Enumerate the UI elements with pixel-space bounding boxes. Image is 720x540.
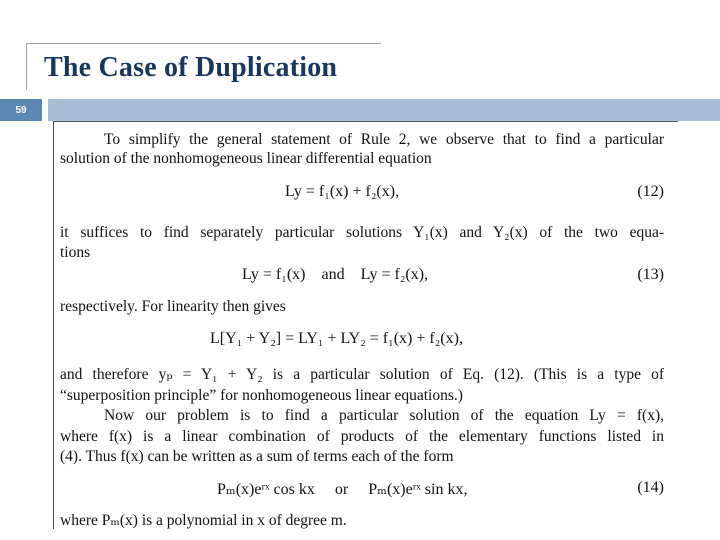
linearity-equation: L[Y₁ + Y₂] = LY₁ + LY₂ = f₁(x) + f₂(x), — [210, 330, 463, 347]
equation-13: Ly = f₁(x) and Ly = f₂(x), — [242, 266, 429, 283]
equation-13-number: (13) — [637, 266, 664, 283]
page-number: 59 — [15, 104, 27, 116]
paragraph-6-line-1: where Pₘ(x) is a polynomial in x of degree m. — [60, 512, 347, 529]
paragraph-3-line-1: respectively. For linearity then gives — [60, 298, 286, 315]
excerpt-top-border — [53, 121, 678, 122]
paragraph-1-line-2: solution of the nonhomogeneous linear differential equation — [60, 150, 432, 167]
paragraph-4-line-2: “superposition principle” for nonhomogeneous linear equations.) — [60, 387, 463, 404]
paragraph-5-line-3: (4). Thus f(x) can be written as a sum of terms each of the form — [60, 448, 454, 465]
paragraph-2-line-2: tions — [60, 244, 91, 261]
header-bar — [48, 99, 720, 121]
paragraph-4-line-1: and therefore yₚ = Y₁ + Y₂ is a particular solution of Eq. (12). (This is a type of — [60, 366, 664, 383]
equation-12-number: (12) — [637, 183, 664, 200]
paragraph-5-line-1: Now our problem is to find a particular solution of the equation Ly = f(x), — [104, 407, 664, 424]
equation-14: Pₘ(x)eʳˣ cos kx or Pₘ(x)eʳˣ sin kx, — [217, 481, 468, 498]
paragraph-1-line-1: To simplify the general statement of Rule 2, we observe that to find a particular — [104, 131, 664, 148]
slide-title: The Case of Duplication — [44, 52, 338, 83]
paragraph-2-line-1: it suffices to find separately particular solutions Y₁(x) and Y₂(x) of the two equa- — [60, 224, 664, 241]
equation-14-number: (14) — [637, 479, 664, 496]
equation-14-row — [60, 479, 664, 503]
equation-13-row — [60, 266, 664, 290]
equation-12: Ly = f₁(x) + f₂(x), — [285, 183, 400, 200]
linearity-equation-row — [60, 330, 664, 354]
page-number-box — [0, 99, 42, 121]
equation-12-row — [60, 183, 664, 207]
paragraph-5-line-2: where f(x) is a linear combination of products of the elementary functions listed in — [60, 428, 664, 445]
